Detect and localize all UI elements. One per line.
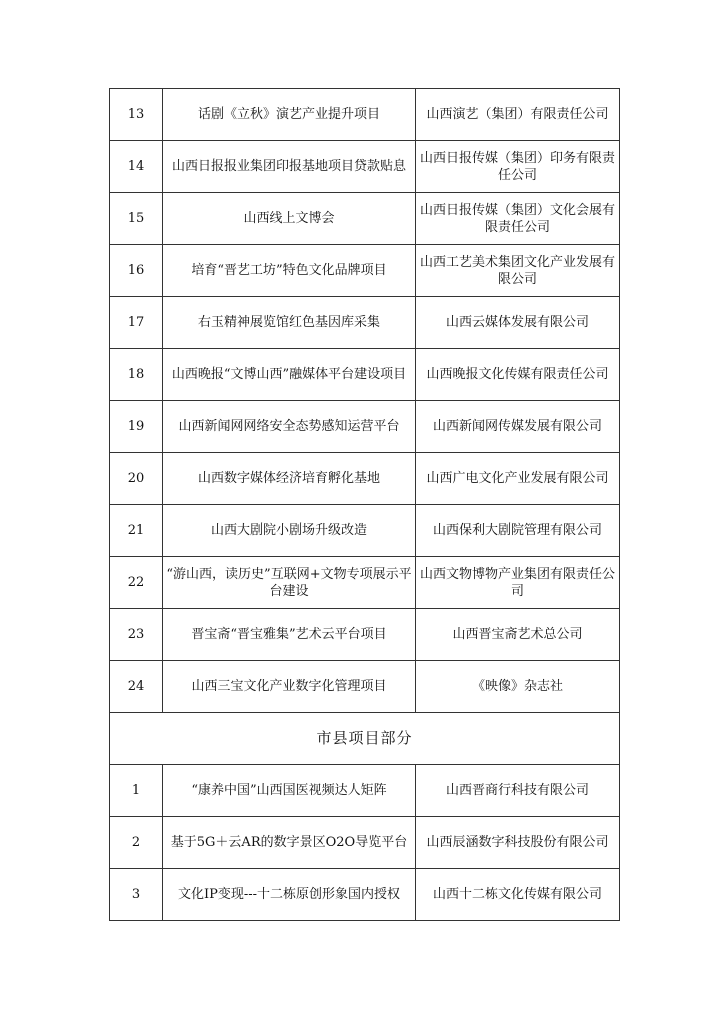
- organization-name: 山西云媒体发展有限公司: [416, 297, 620, 349]
- organization-name: 山西十二栋文化传媒有限公司: [416, 869, 620, 921]
- table-row: [110, 349, 620, 401]
- organization-name: 山西工艺美术集团文化产业发展有限公司: [416, 245, 620, 297]
- project-name: 培育“晋艺工坊”特色文化品牌项目: [163, 245, 416, 297]
- organization-name: 山西日报传媒（集团）文化会展有限责任公司: [416, 193, 620, 245]
- organization-name: 山西日报传媒（集团）印务有限责任公司: [416, 141, 620, 193]
- table-row: [110, 193, 620, 245]
- project-name: 山西数字媒体经济培育孵化基地: [163, 453, 416, 505]
- project-name: 右玉精神展览馆红色基因库采集: [163, 297, 416, 349]
- table-row: [110, 401, 620, 453]
- table-row: [110, 141, 620, 193]
- project-name: 话剧《立秋》演艺产业提升项目: [163, 89, 416, 141]
- organization-name: 山西辰涵数字科技股份有限公司: [416, 817, 620, 869]
- table-row: [110, 297, 620, 349]
- section-header-row: [110, 713, 620, 765]
- project-name: 山西新闻网网络安全态势感知运营平台: [163, 401, 416, 453]
- section-title: 市县项目部分: [110, 713, 620, 765]
- table-row: [110, 505, 620, 557]
- project-name: “康养中国”山西国医视频达人矩阵: [163, 765, 416, 817]
- row-number: 15: [110, 193, 163, 245]
- project-table: [109, 88, 620, 921]
- row-number: 24: [110, 661, 163, 713]
- project-name: 山西线上文博会: [163, 193, 416, 245]
- row-number: 1: [110, 765, 163, 817]
- organization-name: 山西文物博物产业集团有限责任公司: [416, 557, 620, 609]
- project-name: 文化IP变现---十二栋原创形象国内授权: [163, 869, 416, 921]
- organization-name: 山西晚报文化传媒有限责任公司: [416, 349, 620, 401]
- project-name: 基于5G＋云AR的数字景区O2O导览平台: [163, 817, 416, 869]
- project-name: 晋宝斋“晋宝雅集”艺术云平台项目: [163, 609, 416, 661]
- table-row: [110, 817, 620, 869]
- project-name: “游山西，读历史”互联网+文物专项展示平台建设: [163, 557, 416, 609]
- table-row: [110, 609, 620, 661]
- row-number: 17: [110, 297, 163, 349]
- row-number: 13: [110, 89, 163, 141]
- project-name: 山西晚报“文博山西”融媒体平台建设项目: [163, 349, 416, 401]
- table-row: [110, 453, 620, 505]
- project-name: 山西大剧院小剧场升级改造: [163, 505, 416, 557]
- organization-name: 山西广电文化产业发展有限公司: [416, 453, 620, 505]
- row-number: 22: [110, 557, 163, 609]
- table-row: [110, 765, 620, 817]
- row-number: 16: [110, 245, 163, 297]
- table-row: [110, 869, 620, 921]
- row-number: 20: [110, 453, 163, 505]
- row-number: 21: [110, 505, 163, 557]
- organization-name: 山西晋宝斋艺术总公司: [416, 609, 620, 661]
- organization-name: 山西新闻网传媒发展有限公司: [416, 401, 620, 453]
- organization-name: 《映像》杂志社: [416, 661, 620, 713]
- organization-name: 山西保利大剧院管理有限公司: [416, 505, 620, 557]
- project-name: 山西三宝文化产业数字化管理项目: [163, 661, 416, 713]
- row-number: 14: [110, 141, 163, 193]
- row-number: 2: [110, 817, 163, 869]
- row-number: 18: [110, 349, 163, 401]
- table-row: [110, 245, 620, 297]
- table-row: [110, 89, 620, 141]
- organization-name: 山西晋商行科技有限公司: [416, 765, 620, 817]
- table-row: [110, 557, 620, 609]
- project-name: 山西日报报业集团印报基地项目贷款贴息: [163, 141, 416, 193]
- organization-name: 山西演艺（集团）有限责任公司: [416, 89, 620, 141]
- table-row: [110, 661, 620, 713]
- row-number: 23: [110, 609, 163, 661]
- row-number: 19: [110, 401, 163, 453]
- row-number: 3: [110, 869, 163, 921]
